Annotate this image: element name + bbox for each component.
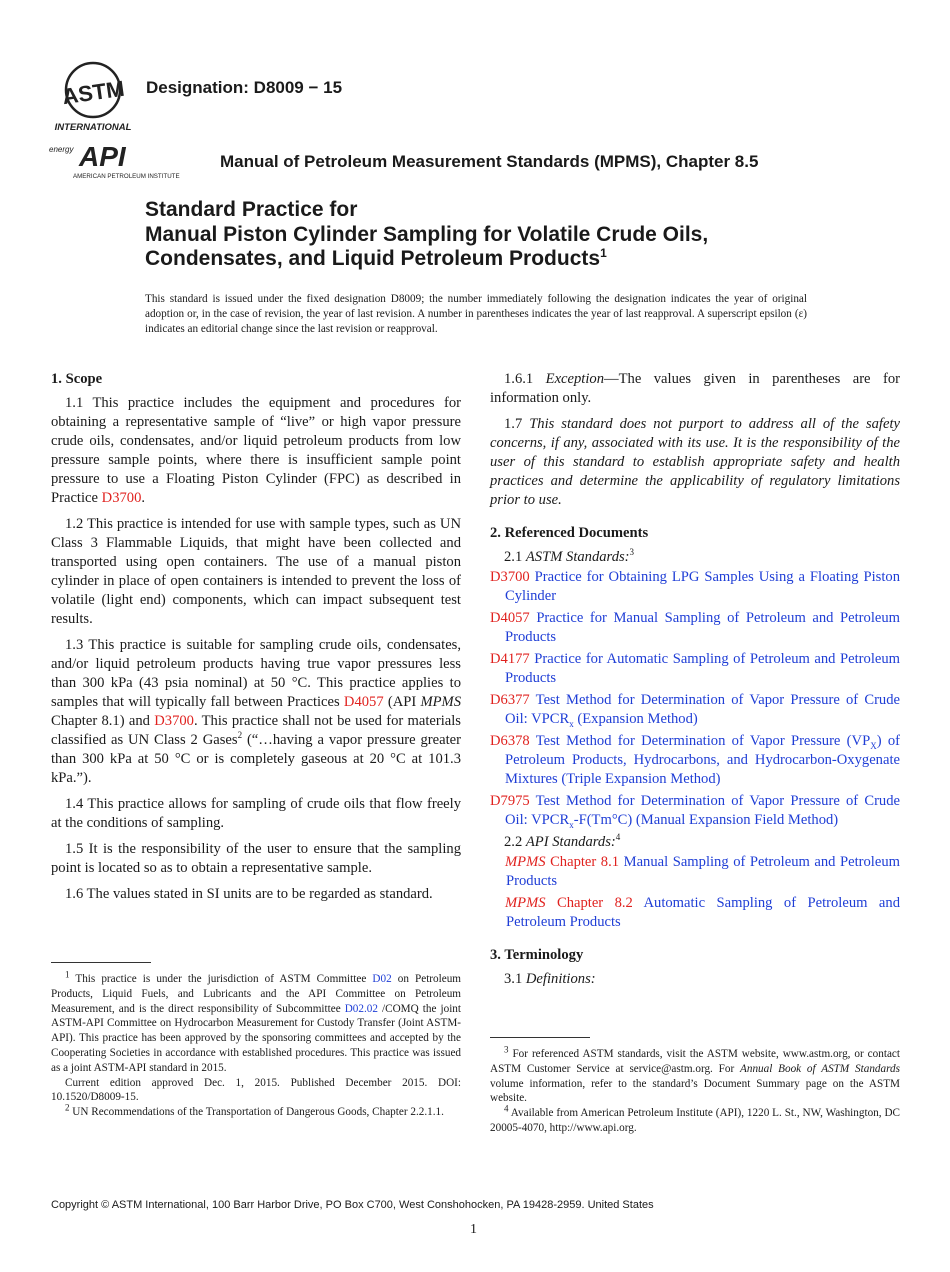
footnotes-left bbox=[51, 962, 461, 1120]
copyright-notice: Copyright © ASTM International, 100 Barr Harbor Drive, PO Box C700, West Conshohocken, PA 19428-2959. United States bbox=[51, 1199, 654, 1211]
svg-text:AMERICAN PETROLEUM INSTITUTE: AMERICAN PETROLEUM INSTITUTE bbox=[73, 173, 180, 180]
section-heading-scope: 1. Scope bbox=[51, 371, 103, 387]
title-footnote-ref[interactable]: 1 bbox=[600, 246, 607, 260]
svg-text:ASTM: ASTM bbox=[60, 75, 126, 110]
title-line-2: Manual Piston Cylinder Sampling for Volatile Crude Oils, bbox=[145, 222, 709, 246]
ref-d7975[interactable]: D7975 Test Method for Determination of Vapor Pressure of Crude Oil: $VPCR_x-F(Tm^\circ C)$ (Manual Expansion Field Method) bbox=[490, 793, 901, 830]
footnote-2: $^2$ UN Recommendations of the Transportation of Dangerous Goods, Chapter 2.2.1.1. bbox=[65, 1102, 444, 1119]
ref-d4177[interactable]: D4177 Practice for Automatic Sampling of Petroleum and Petroleum Products bbox=[490, 651, 900, 686]
issue-note: This standard is issued under the fixed designation D8009; the number immediately following the designation indicates the year of original adoption or, in the case of revision, the year of last revision. A number in parentheses indicates the year of last reapproval. A superscript epsilon (ε) indicates an editorial change since the last revision or reapproval. bbox=[145, 293, 807, 336]
para-1-6: 1.6 The values stated in SI units are to be regarded as standard. bbox=[65, 886, 433, 902]
left-column bbox=[51, 370, 461, 911]
footnote-3: $^3$ For referenced ASTM standards, visit the ASTM website, www.astm.org, or contact ASTM Customer Service at service@astm.org. For Annual Book of ASTM Standards volume information, refer to the standard’s Document Summary page on the ASTM website. bbox=[490, 1044, 900, 1105]
ref-d4057[interactable]: D4057 Practice for Manual Sampling of Petroleum and Petroleum Products bbox=[490, 610, 900, 645]
ref-d6378[interactable]: D6378 Test Method for Determination of Vapor Pressure $(VP_X)$ of Petroleum Products, Hydrocarbons, and Hydrocarbon-Oxygenate Mixtures (Triple Expansion Method) bbox=[490, 733, 900, 787]
link-d4057[interactable]: D4057 bbox=[343, 694, 384, 710]
designation: Designation: D8009 − 15 bbox=[146, 78, 343, 97]
astm-logo bbox=[52, 60, 134, 132]
ref-mpms-8-2[interactable]: MPMS Chapter 8.2 Automatic Sampling of Petroleum and Petroleum Products bbox=[505, 895, 900, 930]
document-title bbox=[145, 198, 845, 272]
footnote-ref-2[interactable]: 2 bbox=[237, 730, 243, 741]
api-standards-label: 2.2 API Standards:$^4$ bbox=[504, 832, 621, 850]
para-1-7: 1.7 This standard does not purport to address all of the safety concerns, if any, associated with its use. It is the responsibility of the user of this standard to establish appropriate safety and health practices and determine the applicability of regulatory limitations prior to use. bbox=[490, 416, 900, 508]
section-heading-referenced-documents: 2. Referenced Documents bbox=[490, 525, 649, 541]
svg-text:INTERNATIONAL: INTERNATIONAL bbox=[54, 122, 132, 132]
ref-mpms-8-1[interactable]: MPMS Chapter 8.1 Manual Sampling of Petroleum and Petroleum Products bbox=[505, 854, 900, 889]
footnote-divider bbox=[51, 962, 151, 963]
para-1-4: 1.4 This practice allows for sampling of crude oils that flow freely at the conditions of sampling. bbox=[51, 796, 461, 831]
footnotes-right bbox=[490, 1037, 900, 1136]
page-number: 1 bbox=[470, 1222, 477, 1237]
footnote-4: $^4$ Available from American Petroleum Institute (API), 1220 L. St., NW, Washington, DC 20005-4070, http://www.api.org. bbox=[490, 1103, 900, 1134]
para-1-1: 1.1 This practice includes the equipment and procedures for obtaining a representative sample of “live” or high vapor pressure crude oils, condensates, and/or liquid petroleum products from low pressure sample points, where there is insufficient sample point pressure to use a Floating Piston Cylinder (FPC) as described in Practice D3700. bbox=[51, 395, 461, 506]
title-line-3: Condensates, and Liquid Petroleum Products$^1$ bbox=[145, 246, 607, 270]
svg-text:energy: energy bbox=[49, 145, 74, 154]
link-d02[interactable]: D02 bbox=[372, 973, 392, 985]
astm-standards-label: 2.1 ASTM Standards:$^3$ bbox=[504, 547, 635, 565]
footnote-1-edition: Current edition approved Dec. 1, 2015. Published December 2015. DOI: 10.1520/D8009-15. bbox=[51, 1076, 461, 1104]
api-logo bbox=[49, 138, 214, 180]
right-column bbox=[490, 370, 900, 996]
para-1-3: 1.3 This practice is suitable for sampling crude oils, condensates, and/or liquid petroleum products having true vapor pressures less than 300 kPa (43 psia nominal) at 50 °C. This practice applies to samples that will typically fall between Practices D4057 (API MPMS Chapter 8.1) and D3700. This practice shall not be used for materials classified as UN Class 2 Gases$^2$ (“…having a vapor pressure greater than 300 kPa at 50 °C or is completely gaseous at 20 °C at 101.3 kPa.”). bbox=[51, 637, 461, 786]
link-d02-02[interactable]: D02.02 bbox=[344, 1002, 378, 1015]
definitions-label: 3.1 Definitions: bbox=[504, 971, 596, 987]
svg-text:API: API bbox=[79, 141, 126, 172]
link-d3700[interactable]: D3700 bbox=[101, 490, 142, 506]
title-line-1: Standard Practice for bbox=[145, 198, 358, 221]
ref-d3700[interactable]: D3700 Practice for Obtaining LPG Samples Using a Floating Piston Cylinder bbox=[490, 569, 900, 604]
section-heading-terminology: 3. Terminology bbox=[490, 947, 584, 963]
para-1-5: 1.5 It is the responsibility of the user to ensure that the sampling point is located so as to obtain a representative sample. bbox=[51, 841, 461, 876]
footnote-divider bbox=[490, 1037, 590, 1038]
para-1-2: 1.2 This practice is intended for use with sample types, such as UN Class 3 Flammable Liquids, that might have been collected and transported using open containers. The use of a manual piston cylinder in place of open containers is intended to prevent the loss of volatile (light end) components, which can impact subsequent test results. bbox=[51, 516, 461, 627]
mpms-chapter: Manual of Petroleum Measurement Standards (MPMS), Chapter 8.5 bbox=[220, 152, 759, 171]
ref-d6377[interactable]: D6377 Test Method for Determination of Vapor Pressure of Crude Oil: $VPCR_x$ (Expansion Method) bbox=[490, 692, 901, 729]
link-d3700[interactable]: D3700 bbox=[154, 713, 194, 729]
para-1-6-1: 1.6.1 Exception—The values given in parentheses are for information only. bbox=[490, 371, 900, 406]
footnote-1: $^1$ This practice is under the jurisdiction of ASTM Committee D02 on Petroleum Products, Liquid Fuels, and Lubricants and the API Committee on Petroleum Measurement, and is the direct responsibility of Subcommittee D02.02 /COMQ the joint ASTM-API Committee on Hydrocarbon Measurement for Custody Transfer (Joint ASTM-API). This practice has been approved by the sponsoring committees and accepted by the Cooperating Societies in accordance with established procedures. This practice was issued as a joint ASTM-API standard in 2015. bbox=[51, 969, 461, 1074]
